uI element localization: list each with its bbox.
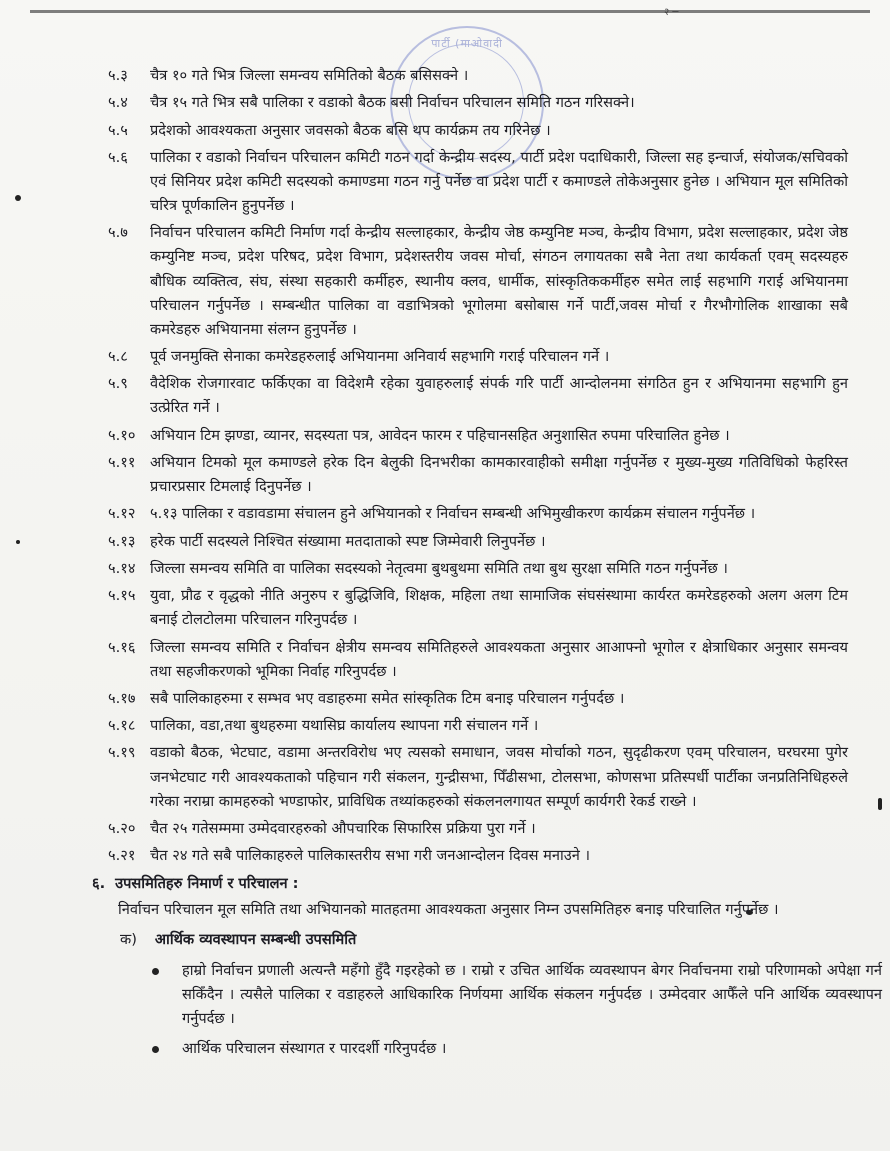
list-item	[108, 372, 848, 420]
section-6-paragraph: निर्वाचन परिचालन मूल समिति तथा अभियानको मातहतमा आवश्यकता अनुसार निम्न उपसमितिहरु बनाइ परिचालित गर्नुपर्नेछ ।	[118, 901, 779, 919]
item-number: ५.६	[108, 148, 128, 166]
list-item	[108, 345, 848, 369]
item-text: वडाको बैठक, भेटघाट, वडामा अन्तरविरोध भए त्यसको समाधान, जवस मोर्चाको गठन, सुदृढीकरण एवम् परिचालन, घरघरमा पुगेर जनभेटघाट गरी आवश्यकताको पहिचान गरी संकलन, गुन्द्रीसभा, पिँढीसभा, टोलसभा, कोणसभा प्रतिस्पर्धी पार्टीका जनप्रतिनिधिहरुले गरेका नराम्रा कामहरुको भण्डाफोर, प्राविधिक तथ्यांकहरुको संकलनलगायत सम्पूर्ण कार्यगरी रेकर्ड राख्ने ।	[150, 744, 848, 810]
item-text: वैदेशिक रोजगारवाट फर्किएका वा विदेशमै रहेका युवाहरुलाई संपर्क गरि पार्टी आन्दोलनमा संगठित हुन र अभियानमा सहभागि हुन उत्प्रेरित गर्ने ।	[150, 375, 848, 417]
list-item	[108, 714, 848, 738]
list-item	[108, 844, 848, 868]
section-number: ६.	[92, 875, 106, 893]
item-number: ५.१५	[108, 587, 136, 605]
list-item	[108, 584, 848, 632]
corner-mark: २ ─	[664, 7, 679, 18]
list-item	[108, 64, 848, 88]
item-number: ५.७	[108, 224, 128, 242]
list-item	[108, 91, 848, 115]
section-6-heading	[92, 872, 848, 896]
item-text: निर्वाचन परिचालन कमिटी निर्माण गर्दा केन्द्रीय सल्लाहकार, केन्द्रीय जेष्ठ कम्युनिष्ट मञ्च, केन्द्रीय विभाग, प्रदेश सल्लाहकार, प्रदेश जेष्ठ कम्युनिष्ट मञ्च, प्रदेश परिषद, प्रदेश विभाग, प्रदेशस्तरीय जवस मोर्चा, संगठन लगायतका सबै नेता तथा कार्यकर्ता एवम् सदस्यहरु बौधिक व्यक्तित्व, संघ, संस्था सहकारी कर्मीहरु, स्थानीय क्लव, धार्मीक, सांस्कृतिककर्मीहरु समेत लाई सहभागि गराई अभियानमा परिचालन गर्नुपर्नेछ । सम्बन्धीत पालिका वा वडाभित्रको भूगोलमा बसोबास गर्ने पार्टी,जवस मोर्चा र गैरभौगोलिक शाखाका सबै कमरेडहरु अभियानमा संलग्न हुनुपर्नेछ ।	[150, 224, 848, 338]
bullet-icon	[152, 968, 159, 975]
list-item	[108, 817, 848, 841]
item-text: ५.१३ पालिका र वडावडामा संचालन हुने अभियानको र निर्वाचन सम्बन्धी अभिमुखीकरण कार्यक्रम संचालन गर्नुपर्नेछ ।	[150, 505, 756, 523]
scan-speck	[878, 798, 882, 810]
list-item	[108, 424, 848, 448]
item-number: ५.२०	[108, 819, 136, 837]
list-item	[108, 687, 848, 711]
top-border-line	[30, 10, 870, 13]
item-text: सबै पालिकाहरुमा र सम्भव भए वडाहरुमा समेत सांस्कृतिक टिम बनाइ परिचालन गर्नुपर्दछ ।	[150, 689, 625, 707]
item-text: जिल्ला समन्वय समिति वा पालिका सदस्यको नेतृत्वमा बुथबुथमा समिति तथा बुथ सुरक्षा समिति गठन गर्नुपर्नेछ ।	[150, 559, 728, 577]
scan-speck	[16, 540, 20, 544]
item-text: युवा, प्रौढ र वृद्धको नीति अनुरुप र बुद्धिजिवि, शिक्षक, महिला तथा सामाजिक संघसंस्थामा कार्यरत कमरेडहरुको अलग अलग टिम बनाई टोलटोलमा परिचालन गरिनुपर्दछ ।	[150, 587, 848, 629]
item-number: ५.१४	[108, 559, 136, 577]
item-text: प्रदेशको आवश्यकता अनुसार जवसको बैठक बसि थप कार्यक्रम तय गरिनेछ ।	[150, 121, 551, 139]
list-item	[108, 221, 848, 341]
scan-speck	[15, 195, 21, 201]
item-text: जिल्ला समन्वय समिति र निर्वाचन क्षेत्रीय समन्वय समितिहरुले आवश्यकता अनुसार आआफ्नो भूगोल र क्षेत्राधिकार अनुसार समन्वय तथा सहजीकरणको भूमिका निर्वाह गरिनुपर्दछ ।	[150, 638, 848, 680]
item-number: ५.१२	[108, 505, 136, 523]
item-text: चैत २५ गतेसम्ममा उम्मेदवारहरुको औपचारिक सिफारिस प्रक्रिया पुरा गर्ने ।	[150, 819, 536, 837]
item-text: चैत २४ गते सबै पालिकाहरुले पालिकास्तरीय सभा गरी जनआन्दोलन दिवस मनाउने ।	[150, 847, 591, 865]
item-number: ५.१८	[108, 717, 136, 735]
item-text: पूर्व जनमुक्ति सेनाका कमरेडहरुलाई अभियानमा अनिवार्य सहभागि गराई परिचालन गर्ने ।	[150, 347, 610, 365]
item-number: ५.८	[108, 347, 128, 365]
item-text: अभियान टिम झण्डा, व्यानर, सदस्यता पत्र, आवेदन फारम र पहिचानसहित अनुशासित रुपमा परिचालित हुनेछ ।	[150, 426, 730, 444]
item-number: ५.३	[108, 67, 128, 84]
bullet-item	[148, 959, 882, 1031]
list-item	[108, 502, 848, 526]
item-number: ५.९	[108, 375, 128, 393]
item-text: पालिका र वडाको निर्वाचन परिचालन कमिटी गठन गर्दा केन्द्रीय सदस्य, पार्टी प्रदेश पदाधिकारी, जिल्ला सह इन्चार्ज, संयोजक/सचिवको एवं सिनियर प्रदेश कमिटी सदस्यको कमाण्डमा गठन गर्नु पर्नेछ वा प्रदेश पार्टी र कमाण्डले तोकेअनुसार हुनेछ । अभियान मूल समितिको चरित्र पूर्णकालिन हुनुपर्नेछ ।	[150, 148, 848, 215]
item-text: अभियान टिमको मूल कमाण्डले हरेक दिन बेलुकी दिनभरीका कामकारवाहीको समीक्षा गर्नुपर्नेछ र मुख्य-मुख्य गतिविधिको फेहरिस्त प्रचारप्रसार टिमलाई दिनुपर्नेछ ।	[150, 453, 848, 495]
item-text: पालिका, वडा,तथा बुथहरुमा यथासिघ्र कार्यालय स्थापना गरी संचालन गर्ने ।	[150, 717, 539, 735]
item-number: ५.४	[108, 94, 128, 112]
item-number: ५.११	[108, 453, 136, 471]
list-item	[108, 557, 848, 581]
bullet-icon	[152, 1046, 159, 1053]
subsection-title: आर्थिक व्यवस्थापन सम्बन्धी उपसमिति	[154, 931, 357, 949]
item-number: ५.५	[108, 121, 128, 139]
bullet-text: हाम्रो निर्वाचन प्रणाली अत्यन्तै महँगो हुँदै गइरहेको छ । राम्रो र उचित आर्थिक व्यवस्थापन बेगर निर्वाचनमा राम्रो परिणामको अपेक्षा गर्न सकिँदैन । त्यसैले पालिका र वडाहरुले आधिकारिक निर्णयमा आर्थिक संकलन गर्नुपर्दछ । उम्मेदवार आफैँले पनि आर्थिक व्यवस्थापन गर्नुपर्दछ ।	[182, 961, 882, 1027]
item-text: चैत्र १० गते भित्र जिल्ला समन्वय समितिको बैठक बसिसक्ने ।	[150, 67, 469, 84]
bullet-text: आर्थिक परिचालन संस्थागत र पारदर्शी गरिनुपर्दछ ।	[182, 1039, 447, 1057]
section-title: उपसमितिहरु निमार्ण र परिचालन :	[115, 875, 299, 893]
list-item	[108, 636, 848, 684]
list-item	[108, 146, 848, 218]
item-number: ५.१९	[108, 744, 136, 762]
item-number: ५.१०	[108, 426, 136, 444]
list-item	[108, 741, 848, 813]
list-item	[108, 451, 848, 499]
subsection-letter: क)	[120, 931, 137, 949]
item-text: हरेक पार्टी सदस्यले निश्चित संख्यामा मतदाताको स्पष्ट जिम्मेवारी लिनुपर्नेछ ।	[150, 532, 546, 550]
list-item	[108, 119, 848, 143]
item-number: ५.२१	[108, 847, 136, 865]
document-body	[92, 64, 882, 1067]
subsection-heading	[120, 928, 848, 952]
item-number: ५.१७	[108, 689, 136, 707]
stamp-text: पार्टी (माओवादी	[431, 37, 503, 50]
item-number: ५.१६	[108, 638, 136, 656]
item-number: ५.१३	[108, 532, 136, 550]
bullet-item	[148, 1037, 882, 1061]
item-text: चैत्र १५ गते भित्र सबै पालिका र वडाको बैठक बसी निर्वाचन परिचालन समिति गठन गरिसक्ने।	[150, 94, 635, 112]
list-item	[108, 530, 848, 554]
numbered-list	[108, 64, 848, 868]
